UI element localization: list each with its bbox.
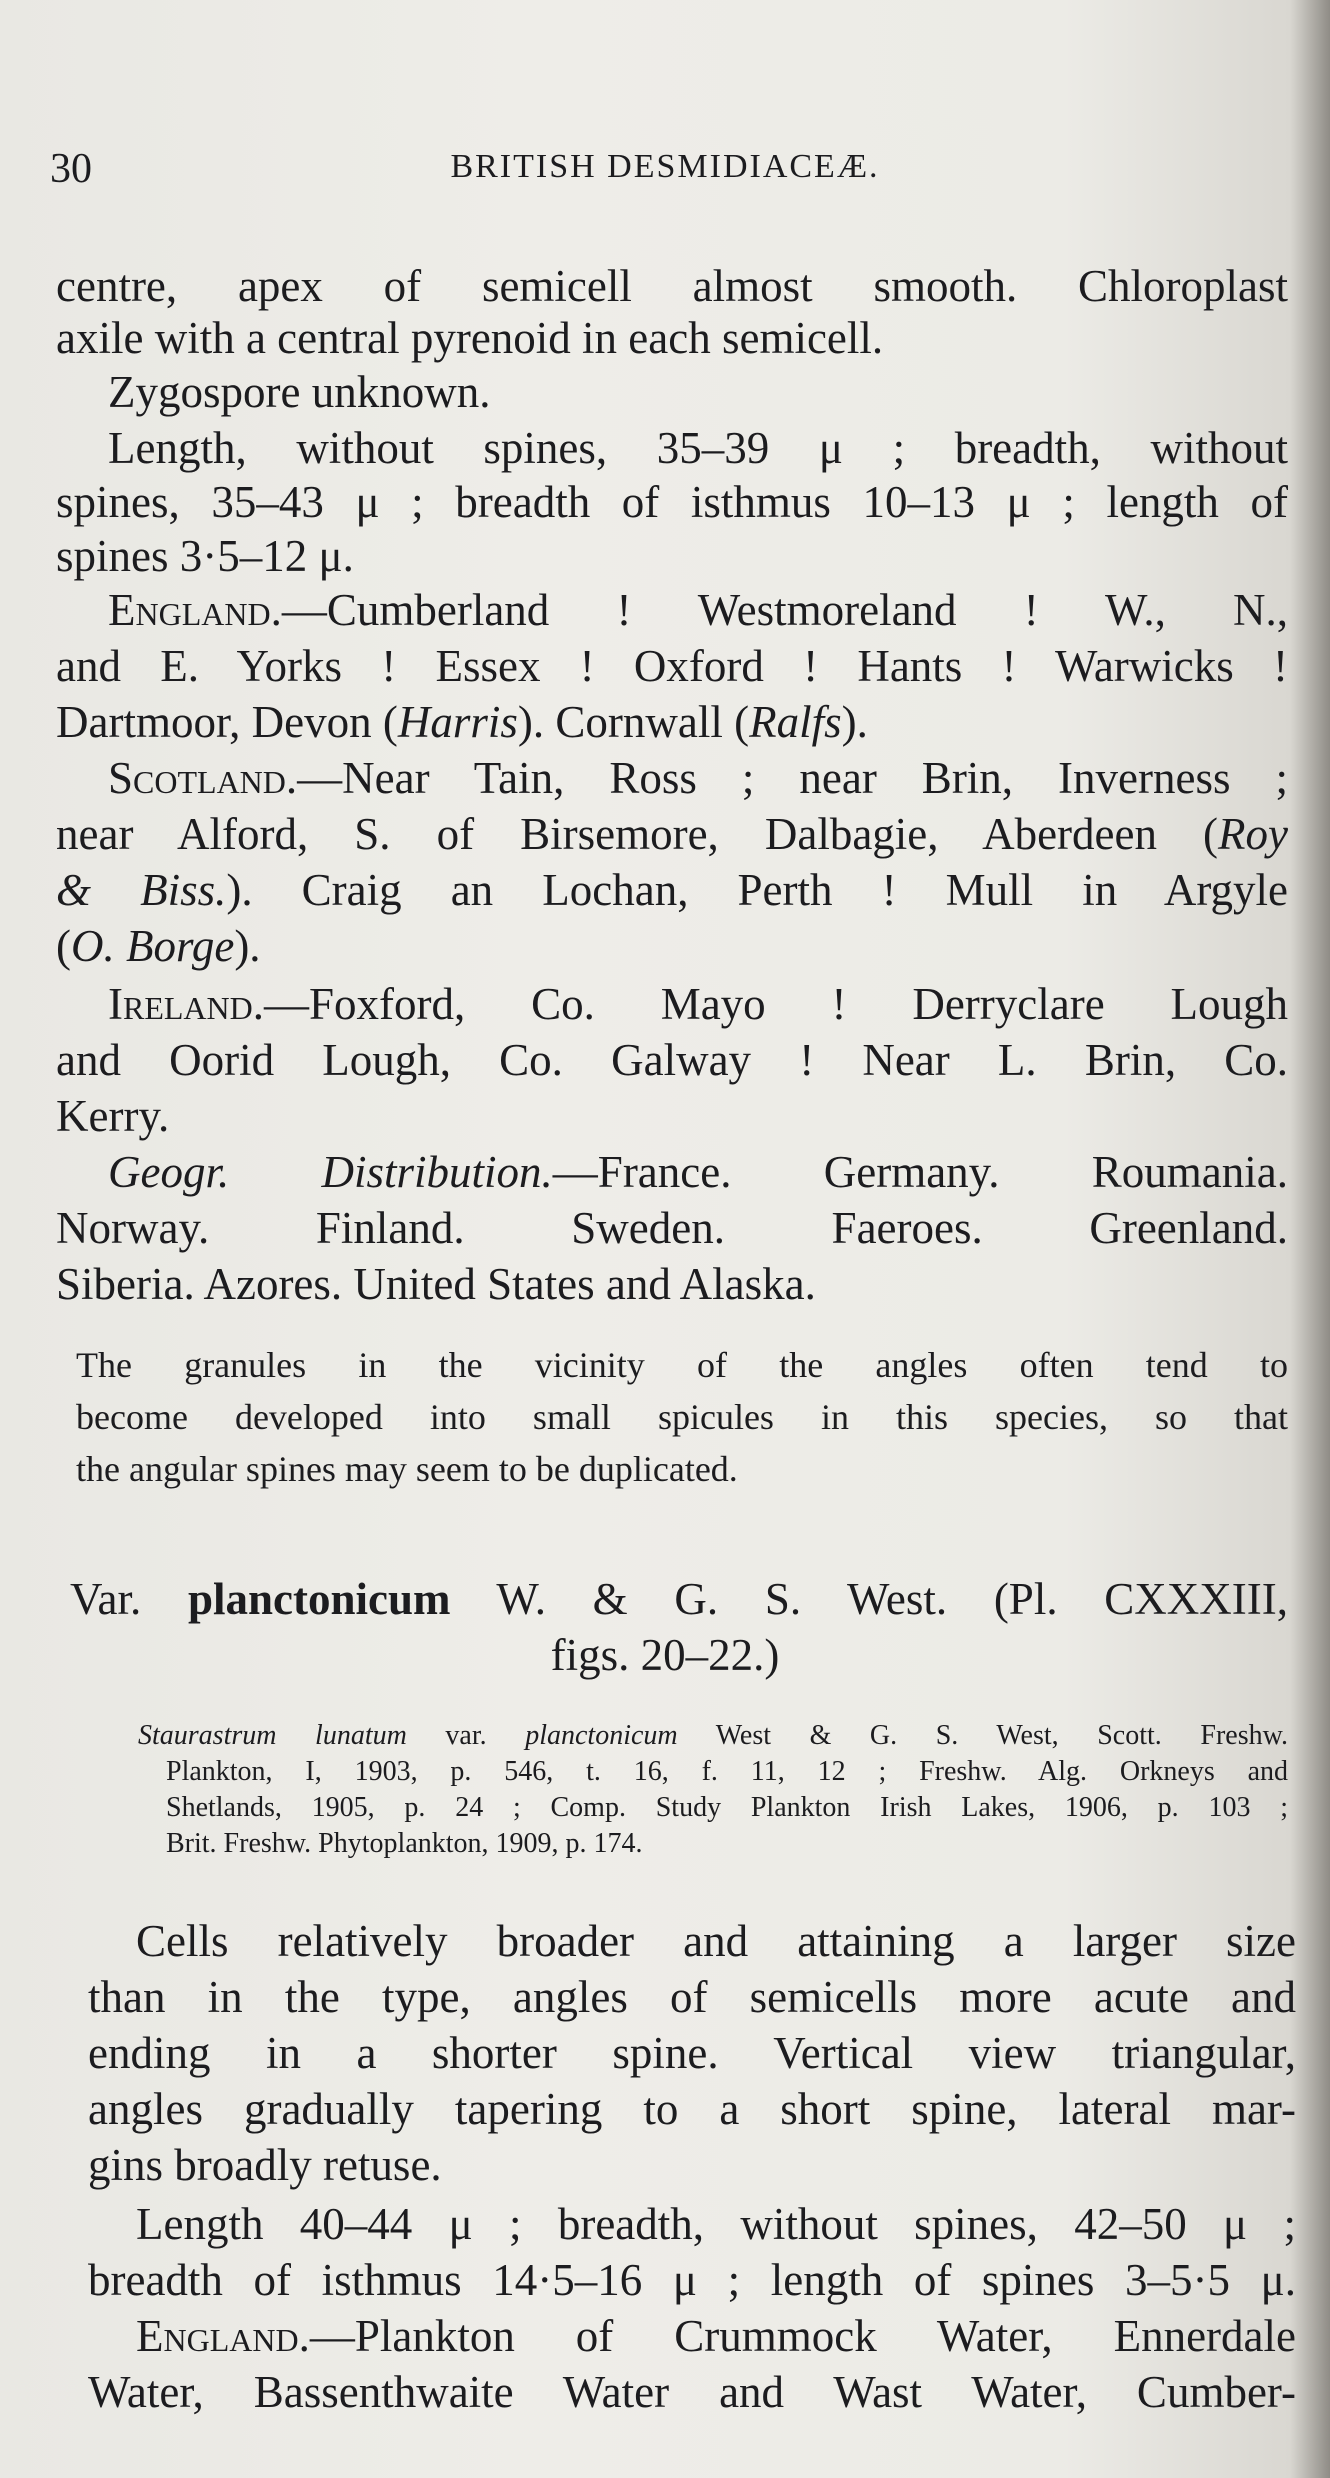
scotland-distribution-line: Scotland.—Near Tain, Ross ; near Brin, Inverness ;	[108, 753, 1288, 803]
species-name: Staurastrum lunatum	[138, 1720, 407, 1751]
variety-measurement-line: Length 40–44 μ ; breadth, without spines, 42–50 μ ;	[136, 2199, 1296, 2249]
collector-name: Roy	[1218, 809, 1288, 859]
collector-name: & Biss.	[56, 865, 227, 915]
measurement-line: spines 3·5–12 μ.	[56, 531, 354, 581]
variety-description-line: angles gradually tapering to a short spine, lateral mar-	[88, 2084, 1296, 2134]
description-line: axile with a central pyrenoid in each semicell.	[56, 313, 884, 363]
variety-figures: figs. 20–22.)	[550, 1630, 780, 1680]
variety-description-line: than in the type, angles of semicells more acute and	[88, 1972, 1296, 2022]
england-distribution-line: Dartmoor, Devon (Harris). Cornwall (Ralfs).	[56, 697, 868, 747]
england-distribution-line: and E. Yorks ! Essex ! Oxford ! Hants ! Warwicks !	[56, 641, 1288, 691]
distribution-label: Geogr. Distribution.	[108, 1147, 553, 1197]
england-label: England.	[136, 2311, 310, 2361]
collector-name: O. Borge	[71, 921, 235, 971]
variety-heading: Var. planctonicum W. & G. S. West. (Pl. CXXXIII,	[70, 1574, 1288, 1624]
scotland-distribution-line: (O. Borge).	[56, 921, 261, 971]
collector-name: Harris	[397, 697, 518, 747]
ireland-label: Ireland.	[108, 979, 265, 1029]
collector-name: Ralfs	[749, 697, 842, 747]
synonymy-line: Shetlands, 1905, p. 24 ; Comp. Study Plankton Irish Lakes, 1906, p. 103 ;	[166, 1792, 1288, 1823]
variety-name: planctonicum	[187, 1574, 451, 1624]
note-line: become developed into small spicules in this species, so that	[76, 1397, 1288, 1437]
geographic-distribution-line: Siberia. Azores. United States and Alaska.	[56, 1259, 816, 1309]
plate-reference: (Pl. CXXXIII,	[993, 1574, 1288, 1624]
scotland-label: Scotland.	[108, 753, 298, 803]
synonymy-line: Staurastrum lunatum var. planctonicum West & G. S. West, Scott. Freshw.	[138, 1720, 1288, 1751]
synonymy-line: Plankton, I, 1903, p. 546, t. 16, f. 11, 12 ; Freshw. Alg. Orkneys and	[166, 1756, 1288, 1787]
england-label: England.	[108, 585, 282, 635]
ireland-distribution-line: and Oorid Lough, Co. Galway ! Near L. Brin, Co.	[56, 1035, 1288, 1085]
scotland-distribution-line: near Alford, S. of Birsemore, Dalbagie, Aberdeen (Roy	[56, 809, 1288, 859]
ireland-distribution-line: Ireland.—Foxford, Co. Mayo ! Derryclare Lough	[108, 979, 1288, 1029]
measurement-line: Length, without spines, 35–39 μ ; breadth, without	[108, 423, 1288, 473]
geographic-distribution-line: Norway. Finland. Sweden. Faeroes. Greenland.	[56, 1203, 1288, 1253]
scotland-distribution-line: & Biss.). Craig an Lochan, Perth ! Mull in Argyle	[56, 865, 1288, 915]
variety-description-line: ending in a shorter spine. Vertical view triangular,	[88, 2028, 1296, 2078]
page-number: 30	[50, 146, 92, 192]
variety-england-line: England.—Plankton of Crummock Water, Ennerdale	[136, 2311, 1296, 2361]
description-line: centre, apex of semicell almost smooth. Chloroplast	[56, 261, 1288, 311]
variety-description-line: Cells relatively broader and attaining a larger size	[136, 1916, 1296, 1966]
zygospore-line: Zygospore unknown.	[108, 367, 491, 417]
measurement-line: spines, 35–43 μ ; breadth of isthmus 10–13 μ ; length of	[56, 477, 1288, 527]
variety-measurement-line: breadth of isthmus 14·5–16 μ ; length of spines 3–5·5 μ.	[88, 2255, 1296, 2305]
geographic-distribution-line: Geogr. Distribution.—France. Germany. Roumania.	[108, 1147, 1288, 1197]
note-line: the angular spines may seem to be duplicated.	[76, 1449, 738, 1489]
england-distribution-line: England.—Cumberland ! Westmoreland ! W., N.,	[108, 585, 1288, 635]
variety-england-line: Water, Bassenthwaite Water and Wast Water, Cumber-	[88, 2367, 1296, 2417]
variety-description-line: gins broadly retuse.	[88, 2140, 442, 2190]
note-line: The granules in the vicinity of the angles often tend to	[76, 1345, 1288, 1385]
synonymy-line: Brit. Freshw. Phytoplankton, 1909, p. 174.	[166, 1828, 643, 1859]
ireland-distribution-line: Kerry.	[56, 1091, 170, 1141]
running-title: BRITISH DESMIDIACEÆ.	[450, 148, 880, 185]
